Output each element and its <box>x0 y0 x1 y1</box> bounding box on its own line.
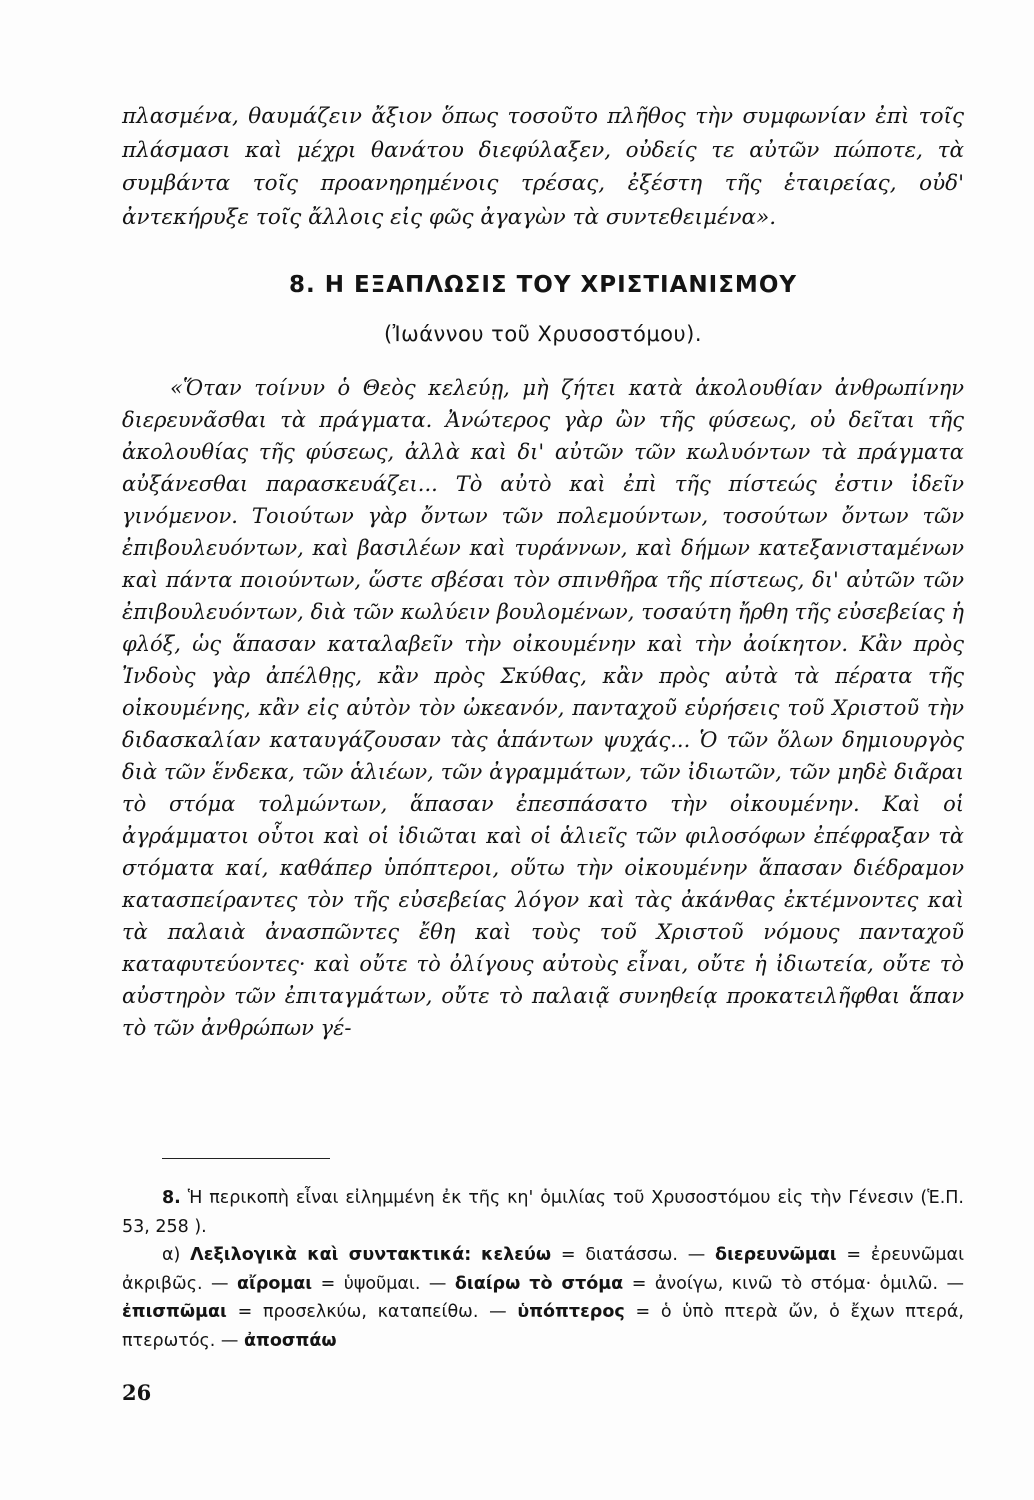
intro-paragraph <box>122 100 964 234</box>
glossary-term: διερευνῶμαι <box>715 1245 837 1265</box>
glossary-label: α) <box>162 1245 181 1265</box>
glossary-heading: Λεξιλογικὰ καὶ συντακτικά: <box>190 1245 472 1265</box>
quote-paragraph <box>122 372 964 1044</box>
intro-text: πλασμένα, θαυμάζειν ἄξιον ὅπως τοσοῦτο πλῆθος τὴν συμφωνίαν ἐπὶ τοῖς πλάσμασι καὶ μέχρι θανάτου διεφύλαξεν, οὐδείς τε αὐτῶν πώποτε, τὰ συμβάντα τοῖς προανηρημένοις τρέσας, ἐξέστη τῆς ἑταιρείας, οὐδ' ἀντεκήρυξε τοῖς ἄλλοις εἰς φῶς ἀγαγὼν τὰ συντεθειμένα». <box>122 104 964 230</box>
footnote-source <box>122 1184 964 1241</box>
glossary-gloss: = ὑψοῦμαι. — <box>320 1273 447 1294</box>
footnote-source-text: Ἡ περικοπὴ εἶναι εἰλημμένη ἐκ τῆς κη' ὁμιλίας τοῦ Χρυσοστόμου εἰς τὴν Γένεσιν (Ἑ.Π. 53, 258 ). <box>122 1188 964 1237</box>
glossary-gloss: = προσελκύω, καταπείθω. — <box>237 1302 507 1322</box>
glossary-term: κελεύω <box>481 1245 552 1265</box>
glossary-term: ἐπισπῶμαι <box>122 1302 227 1322</box>
section-subtitle: (Ἰωάννου τοῦ Χρυσοστόμου). <box>383 322 703 346</box>
glossary-gloss: = ἐρευνῶμαι ἀκριβῶς. — <box>122 1245 964 1294</box>
section-title: 8. Η ΕΞΑΠΛΩΣΙΣ ΤΟΥ ΧΡΙΣΤΙΑΝΙΣΜΟΥ <box>288 272 798 298</box>
glossary-term: ἀποσπάω <box>244 1330 337 1351</box>
glossary-gloss: = διατάσσω. — <box>560 1245 706 1265</box>
glossary-term: ὑπόπτερος <box>517 1302 625 1322</box>
quote-text: «Ὅταν τοίνυν ὁ Θεὸς κελεύῃ, μὴ ζήτει κατὰ ἀκολουθίαν ἀνθρωπίνην διερευνᾶσθαι τὰ πράγματα. Ἀνώτερος γὰρ ὢν τῆς φύσεως, οὐ δεῖται τῆς ἀκολουθίας τῆς φύσεως, ἀλλὰ καὶ δι' αὐτῶν τῶν κωλυόντων τὰ πράγματα αὐξάνεσθαι παρασκευάζει... Τὸ αὐτὸ καὶ ἐπὶ τῆς πίστεώς ἐστιν ἰδεῖν γινόμενον. Τοιούτων γὰρ ὄντων τῶν πολεμούντων, τοσούτων ὄντων τῶν ἐπιβουλευόντων, καὶ βασιλέων καὶ τυράννων, καὶ δήμων κατεξανισταμένων καὶ πάντα ποιούντων, ὥστε σβέσαι τὸν σπινθῆρα τῆς πίστεως, δι' αὐτῶν τῶν ἐπιβουλευόντων, διὰ τῶν κωλύειν βουλομένων, τοσαύτη ἤρθη τῆς εὐσεβείας ἡ φλόξ, ὡς ἅπασαν καταλαβεῖν τὴν οἰκουμένην καὶ τὴν ἀοίκητον. Κἂν πρὸς Ἰνδοὺς γὰρ ἀπέλθῃς, κἂν πρὸς Σκύθας, κἂν πρὸς αὐτὰ τὰ πέρατα τῆς οἰκουμένης, κἂν εἰς αὐτὸν τὸν ὠκεανόν, πανταχοῦ εὑρήσεις τοῦ Χριστοῦ τὴν διδασκαλίαν καταυγάζουσαν τὰς ἁπάντων ψυχάς... Ὁ τῶν ὅλων δημιουργὸς διὰ τῶν ἕνδεκα, τῶν ἁλιέων, τῶν ἀγραμμάτων, τῶν ἰδιωτῶν, τῶν μηδὲ διᾶραι τὸ στόμα τολμώντων, ἅπασαν ἐπεσπάσατο τὴν οἰκουμένην. Καὶ οἱ ἀγράμματοι οὗτοι καὶ οἱ ἰδιῶται καὶ οἱ ἁλιεῖς τῶν φιλοσόφων ἐπέφραξαν τὰ στόματα καί, καθάπερ ὑπόπτεροι, οὕτω τὴν οἰκουμένην ἅπασαν διέδραμον κατασπείραντες τὸν τῆς εὐσεβείας λόγον καὶ τὰς ἀκάνθας ἐκτέμνοντες καὶ τὰ παλαιὰ ἀνασπῶντες ἔθη καὶ τοὺς τοῦ Χριστοῦ νόμους πανταχοῦ καταφυτεύοντες· καὶ οὔτε τὸ ὀλίγους αὐτοὺς εἶναι, οὔτε ἡ ἰδιωτεία, οὔτε τὸ αὐστηρὸν τῶν ἐπιταγμάτων, οὔτε τὸ παλαιᾷ συνηθείᾳ προκατειλῆφθαι ἅπαν τὸ τῶν ἀνθρώπων γέ- <box>122 376 964 1040</box>
footnote-glossary <box>122 1241 964 1355</box>
glossary-gloss: = ἀνοίγω, κινῶ τὸ στόμα· ὁμιλῶ. — <box>631 1273 964 1294</box>
glossary-term: διαίρω τὸ στόμα <box>454 1273 624 1294</box>
glossary-term: αἴρομαι <box>237 1273 313 1294</box>
page-number: 26 <box>122 1380 152 1405</box>
footnote <box>122 1184 964 1355</box>
footnote-number: 8. <box>162 1188 181 1208</box>
glossary-gloss: = ὁ ὑπὸ πτερὰ ὤν, ὁ ἔχων πτερά, πτερωτός. — <box>122 1302 964 1351</box>
footnote-divider <box>162 1158 330 1159</box>
